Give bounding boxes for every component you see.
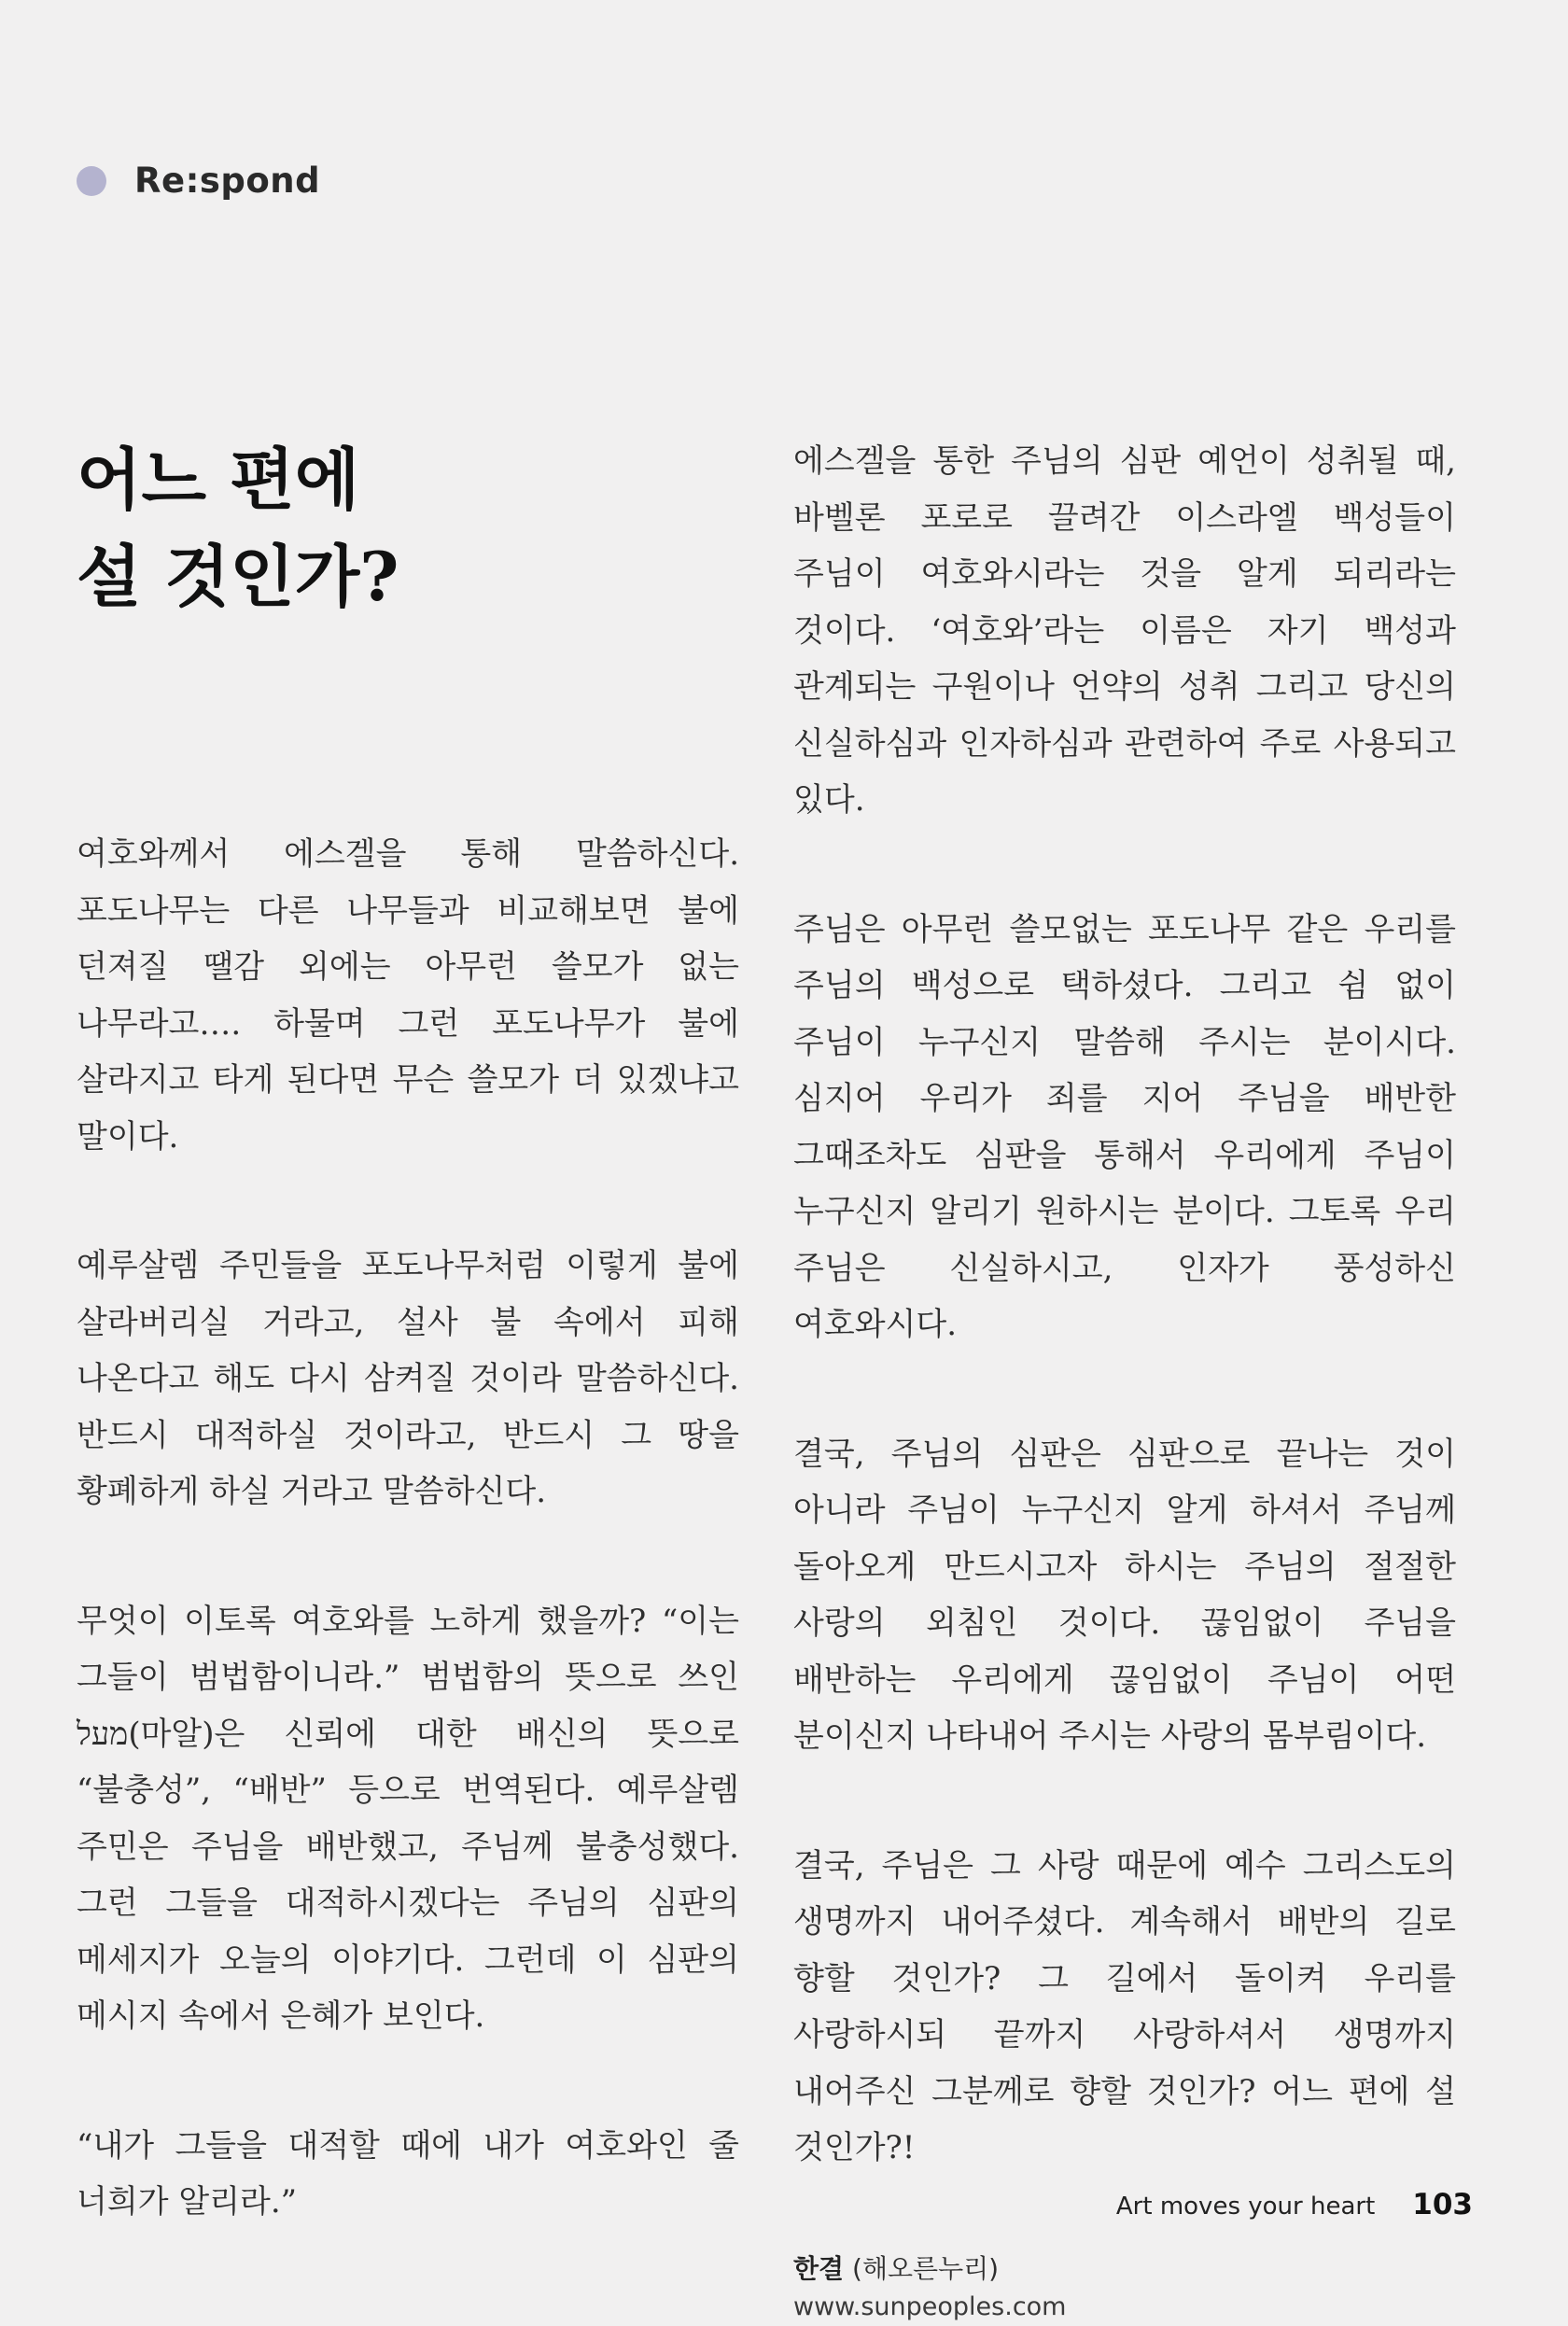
section-tag xyxy=(77,161,320,201)
section-label: Re:spond xyxy=(134,161,321,201)
section-dot-icon xyxy=(77,166,106,196)
title-line-2: 설 것인가? xyxy=(77,537,399,616)
body-paragraph: 여호와께서 에스겔을 통해 말씀하신다. 포도나무는 다른 나무들과 비교해보면 불에 던져질 땔감 외에는 아무런 쓸모가 없는 나무라고…. 하물며 그런 포도나무가 불에 살라지고 타게 된다면 무슨 쓸모가 더 있겠냐고 말이다. xyxy=(77,835,739,1156)
left-column xyxy=(77,826,739,2304)
title-line-1: 어느 편에 xyxy=(77,440,360,519)
author-line xyxy=(793,2249,1456,2289)
author-credit xyxy=(793,2249,1456,2326)
body-paragraph: 주님은 아무런 쓸모없는 포도나무 같은 우리를 주님의 백성으로 택하셨다. 그리고 쉼 없이 주님이 누구신지 말씀해 주시는 분이시다.심지어 우리가 죄를 지어 주님을 배반한 그때조차도 심판을 통해서 우리에게 주님이 누구신지 알리기 원하시는 분이다. 그토록 우리 주님은 신실하시고, 인자가 풍성하신 여호와시다. xyxy=(793,910,1456,1343)
author-org: (해오른누리) xyxy=(852,2252,1000,2284)
footer-tagline: Art moves your heart xyxy=(1115,2193,1376,2221)
body-paragraph: 에스겔을 통한 주님의 심판 예언이 성취될 때, 바벨론 포로로 끌려간 이스라엘 백성들이 주님이 여호와시라는 것을 알게 되리라는 것이다. ‘여호와’라는 이름은 자기 백성과 관계되는 구원이나 언약의 성취 그리고 당신의 신실하심과 인자하심과 관련하여 주로 사용되고 있다. xyxy=(793,442,1456,819)
page-number: 103 xyxy=(1412,2188,1473,2221)
body-paragraph: 예루살렘 주민들을 포도나무처럼 이렇게 불에 살라버리실 거라고, 설사 불 속에서 피해 나온다고 해도 다시 삼켜질 것이라 말씀하신다. 반드시 대적하실 것이라고, 반드시 그 땅을 황폐하게 하실 거라고 말씀하신다. xyxy=(77,1247,739,1510)
body-paragraph: 결국, 주님의 심판은 심판으로 끝나는 것이 아니라 주님이 누구신지 알게 하셔서 주님께 돌아오게 만드시고자 하시는 주님의 절절한 사랑의 외침인 것이다. 끊임없이 주님을 배반하는 우리에게 끊임없이 주님이 어떤 분이신지 나타내어 주시는 사랑의 몸부림이다. xyxy=(793,1435,1456,1755)
body-paragraph: 결국, 주님은 그 사랑 때문에 예수 그리스도의 생명까지 내어주셨다. 계속해서 배반의 길로 향할 것인가? 그 길에서 돌이켜 우리를 사랑하시되 끝까지 사랑하셔서 생명까지 내어주신 그분께로 향할 것인가? 어느 편에 설 것인가?! xyxy=(793,1846,1456,2166)
body-paragraph: “내가 그들을 대적할 때에 내가 여호와인 줄 너희가 알리라.” xyxy=(77,2126,739,2221)
body-paragraph: 무엇이 이토록 여호와를 노하게 했을까? “이는 그들이 범법함이니라.” 범법함의 뜻으로 쓰인 מעל(마알)은 신뢰에 대한 배신의 뜻으로 “불충성”, “배반” 등으로 번역된다. 예루살렘 주민은 주님을 배반했고, 주님께 불충성했다. 그런 그들을 대적하시겠다는 주님의 심판의 메세지가 오늘의 이야기다. 그런데 이 심판의 메시지 속에서 은혜가 보인다. xyxy=(77,1602,739,2035)
article-title xyxy=(77,431,749,625)
author-url: www.sunpeoples.com xyxy=(793,2291,1067,2321)
page-footer xyxy=(1116,2188,1473,2221)
right-column xyxy=(793,433,1456,2326)
author-name: 한결 xyxy=(793,2252,845,2284)
